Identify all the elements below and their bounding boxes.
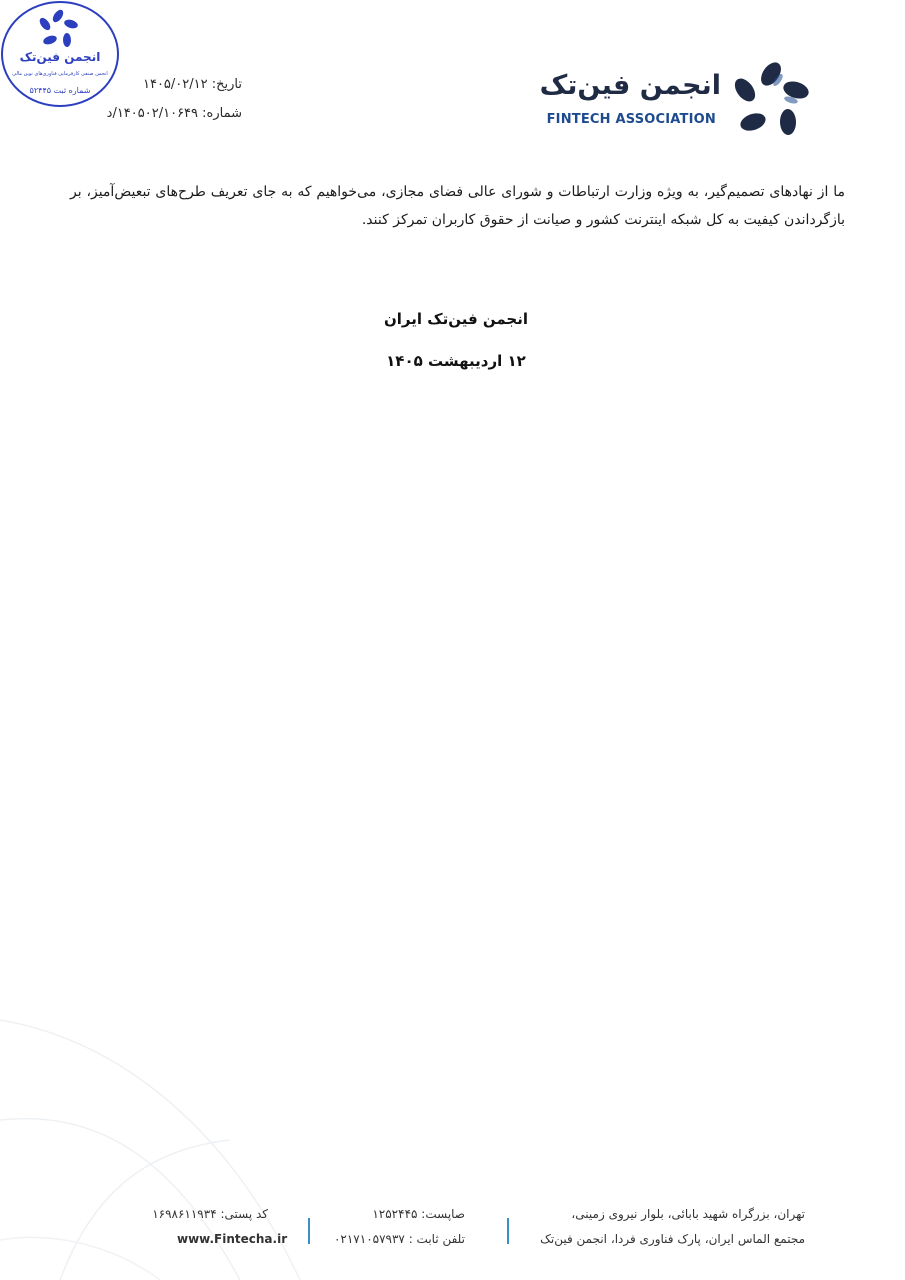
signature-organization: انجمن فین‌تک ایران (383, 310, 529, 328)
logo-text-english: FINTECH ASSOCIATION (546, 112, 716, 127)
letter-date (143, 77, 242, 92)
footer-divider (507, 1218, 509, 1244)
fintech-logo (539, 60, 811, 140)
footer-fax: صاپست: ۱۲۵۲۴۴۵ (372, 1207, 465, 1221)
footer-website-link[interactable]: www.Fintecha.ir (177, 1232, 288, 1246)
stamp-title: انجمن فین‌تک (19, 50, 101, 64)
date-value: ۱۴۰۵/۰۲/۱۲ (142, 77, 208, 92)
stamp-subtitle: انجمن صنفی کارفرمایی فناوری‌های نوین مالی (12, 71, 108, 77)
footer-phone: تلفن ثابت : ۰۲۱۷۱۰۵۷۹۳۷ (333, 1232, 465, 1246)
fintech-logo-mark-icon (731, 60, 811, 140)
letter-number (107, 106, 242, 121)
letter-body-paragraph: ما از نهادهای تصمیم‌گیر، به ویژه وزارت ارتباطات و شورای عالی فضای مجازی، می‌خواهیم که به جای تعریف طرح‌های تبعیض‌آمیز، بر بازگرداندن کیفیت به کل شبکه اینترنت کشور و صیانت از حقوق کاربران تمرکز کنند. (70, 184, 845, 228)
signature-date: ۱۲ اردیبهشت ۱۴۰۵ (386, 352, 526, 370)
footer-postal-code: کد پستی: ۱۶۹۸۶۱۱۹۳۴ (152, 1207, 268, 1221)
official-stamp (0, 0, 120, 108)
footer-divider (308, 1218, 310, 1244)
number-value: ۱۴۰۵۰۲/۱۰۶۴۹/د (106, 106, 199, 121)
date-label: تاریخ: (211, 77, 242, 92)
stamp-logo-icon (38, 8, 79, 47)
stamp-registration: شماره ثبت ۵۲۴۴۵ (29, 86, 91, 95)
footer-address-line1: تهران، بزرگراه شهید بابائی، بلوار نیروی زمینی، (571, 1207, 805, 1221)
logo-text-persian: انجمن فین‌تک (539, 70, 721, 101)
number-label: شماره: (202, 106, 242, 121)
footer-address-line2: مجتمع الماس ایران، پارک فناوری فردا، انجمن فین‌تک (540, 1232, 805, 1246)
